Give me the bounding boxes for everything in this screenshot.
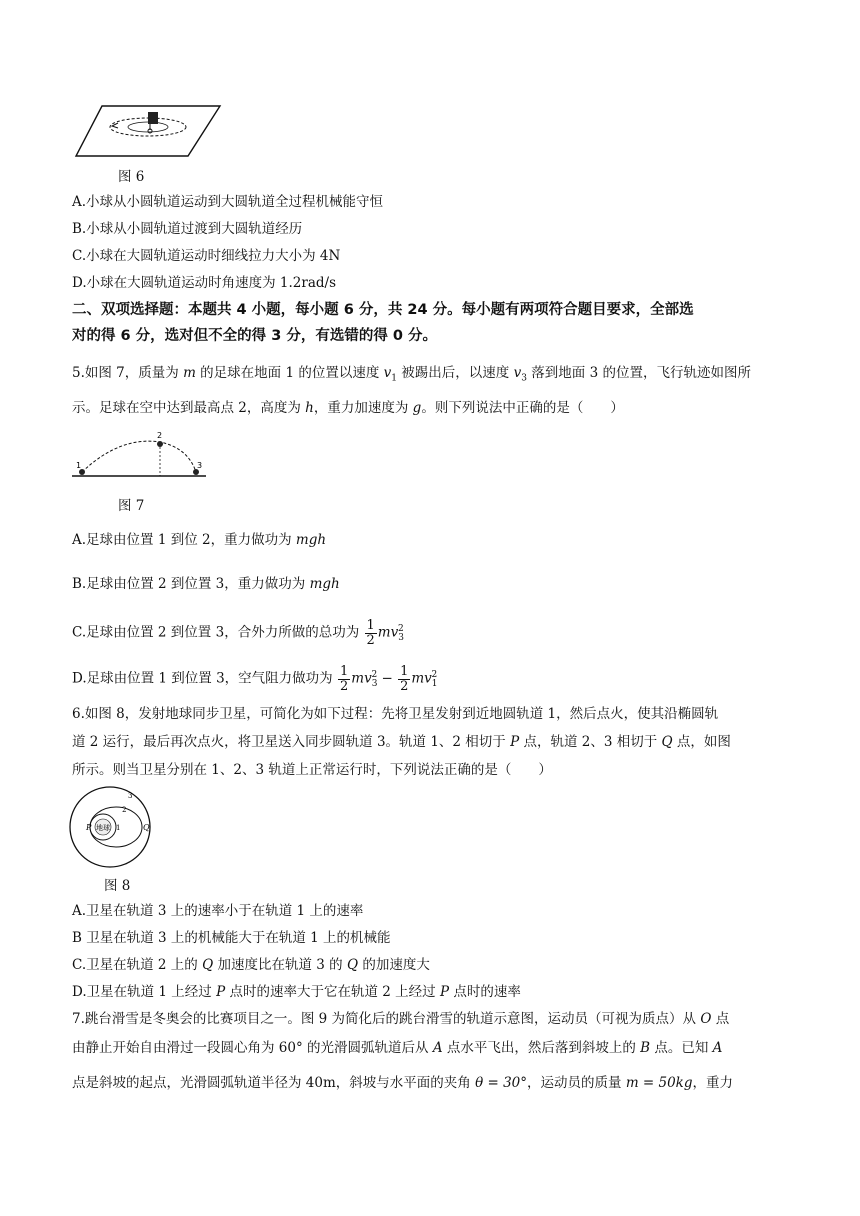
q5-stem-line1 xyxy=(72,364,751,388)
q5-var-mv: mv xyxy=(377,624,399,641)
q6-option-b: B 卫星在轨道 3 上的机械能大于在轨道 1 上的机械能 xyxy=(72,930,391,946)
q5-text: 落到地面 3 的位置，飞行轨迹如图所 xyxy=(526,365,751,381)
q6-text: 点时的速率 xyxy=(449,984,521,1000)
figure-8-caption: 图 8 xyxy=(104,878,131,894)
q5-var-g: g xyxy=(412,400,422,416)
fig7-label-2: 2 xyxy=(157,431,163,440)
fig8-label-p: P xyxy=(86,823,92,832)
q5-text: 被踢出后，以速度 xyxy=(397,365,514,381)
q7-stem-line3 xyxy=(72,1074,733,1092)
frac-den: 2 xyxy=(339,678,349,694)
q6-var-q: Q xyxy=(202,957,214,973)
figure-7-diagram xyxy=(70,428,210,484)
q5-sub: 1 xyxy=(391,373,398,384)
q5-text: 。则下列说法中正确的是（ ） xyxy=(421,400,624,416)
q6-option-d xyxy=(72,983,521,1001)
q4-option-a: A.小球从小圆轨道运动到大圆轨道全过程机械能守恒 xyxy=(72,194,384,210)
fig8-earth-label: 地球 xyxy=(96,824,110,832)
section-2-heading-line2: 对的得 6 分，选对但不全的得 3 分，有选错的得 0 分。 xyxy=(72,328,438,344)
q6-text: C.卫星在轨道 2 上的 xyxy=(72,957,203,973)
q5-option-b xyxy=(72,575,340,593)
q7-text: 点 xyxy=(711,1011,730,1027)
frac-den: 2 xyxy=(366,632,375,648)
q5-var-m: m xyxy=(183,365,196,381)
q5-sub: 3 xyxy=(398,633,404,644)
q5-sub: 3 xyxy=(371,679,378,690)
q5-sup: 2 xyxy=(431,670,438,680)
q6-stem-line3: 所示。则当卫星分别在 1、2、3 轨道上正常运行时，下列说法正确的是（ ） xyxy=(72,762,552,778)
q6-var-q: Q xyxy=(346,957,359,973)
q7-stem-line1 xyxy=(72,1010,729,1028)
q5-text: 的足球在地面 1 的位置以速度 xyxy=(195,365,384,381)
q6-var-p: P xyxy=(216,984,226,1000)
figure-6-diagram xyxy=(70,100,230,160)
fig7-label-3: 3 xyxy=(197,461,203,470)
q7-text: 7.跳台滑雪是冬奥会的比赛项目之一。图 9 为简化后的跳台滑雪的轨道示意图，运动员（可视为质点）从 xyxy=(72,1011,701,1027)
q5-text: 5.如图 7，质量为 xyxy=(72,365,184,381)
q4-option-b: B.小球从小圆轨道过渡到大圆轨道经历 xyxy=(72,221,303,237)
q6-text: 加速度比在轨道 3 的 xyxy=(213,957,347,973)
q5-option-c xyxy=(72,612,404,655)
q5-var-v: v xyxy=(513,365,522,381)
q5-sub: 1 xyxy=(431,679,438,690)
q6-stem-line2 xyxy=(72,733,731,751)
q7-text: 点。已知 xyxy=(650,1040,713,1056)
q5-option-a xyxy=(72,531,326,549)
q6-text: 点，如图 xyxy=(672,734,731,750)
q6-text: 道 2 运行，最后再次点火，将卫星送入同步圆轨道 3。轨道 1、2 相切于 xyxy=(72,734,511,750)
q7-text: 点是斜坡的起点，光滑圆弧轨道半径为 40m，斜坡与水平面的夹角 xyxy=(72,1075,476,1091)
q4-option-d: D.小球在大圆轨道运动时角速度为 1.2rad/s xyxy=(72,275,337,291)
q5-text: 示。足球在空中达到最高点 2，高度为 xyxy=(72,400,306,416)
q6-var-p: P xyxy=(510,734,520,750)
q7-var-a: A xyxy=(712,1040,723,1056)
frac-num: 1 xyxy=(366,617,375,633)
fig7-label-1: 1 xyxy=(76,461,82,470)
q7-text: ，运动员的质量 xyxy=(527,1075,626,1091)
q6-text: D.卫星在轨道 1 上经过 xyxy=(72,984,217,1000)
q5-var-mv: mv xyxy=(351,670,372,687)
q7-text: 点水平飞出，然后落到斜坡上的 xyxy=(442,1040,641,1056)
q5-option-text: A.足球由位置 1 到位 2，重力做功为 xyxy=(72,532,296,548)
figure-7-caption: 图 7 xyxy=(118,498,145,514)
q6-var-p: P xyxy=(439,984,450,1000)
q5-option-expr: mgh xyxy=(309,576,340,592)
q5-option-d xyxy=(72,658,437,701)
q6-text: 点，轨道 2、3 相切于 xyxy=(519,734,662,750)
q6-stem-line1: 6.如图 8，发射地球同步卫星，可简化为如下过程：先将卫星发射到近地圆轨道 1，然后点火，使其沿椭圆轨 xyxy=(72,706,719,722)
fig8-label-3: 3 xyxy=(128,792,133,800)
q4-option-c: C.小球在大圆轨道运动时细线拉力大小为 4N xyxy=(72,248,341,264)
figure-8-diagram xyxy=(66,784,154,870)
q6-var-q: Q xyxy=(661,734,673,750)
frac-num: 1 xyxy=(339,663,349,679)
q7-stem-line2 xyxy=(72,1039,722,1057)
q5-sup: 2 xyxy=(397,624,404,634)
fig8-label-1: 1 xyxy=(116,824,121,832)
q5-option-text: D.足球由位置 1 到位置 3，空气阻力做功为 xyxy=(72,670,333,687)
frac-den: 2 xyxy=(400,678,409,694)
q5-stem-line2 xyxy=(72,399,624,417)
q5-option-expr: mgh xyxy=(295,532,327,548)
q5-option-text: C.足球由位置 2 到位置 3，合外力所做的总功为 xyxy=(72,624,360,641)
q6-text: 点时的速率大于它在轨道 2 上经过 xyxy=(225,984,440,1000)
q7-var-b: B xyxy=(640,1040,651,1056)
q5-var-mv: mv xyxy=(411,670,432,687)
q5-option-text: B.足球由位置 2 到位置 3，重力做功为 xyxy=(72,576,310,592)
minus-sign: − xyxy=(381,670,393,687)
q6-option-a: A.卫星在轨道 3 上的速率小于在轨道 1 上的速率 xyxy=(72,903,364,919)
fig8-label-2: 2 xyxy=(122,806,127,814)
fraction-half xyxy=(398,665,410,694)
q5-var-v: v xyxy=(383,365,392,381)
q6-text: 的加速度大 xyxy=(358,957,430,973)
q5-sub: 3 xyxy=(521,373,527,384)
fig8-label-q: Q xyxy=(143,823,150,832)
section-2-heading-line1: 二、双项选择题：本题共 4 小题，每小题 6 分，共 24 分。每小题有两项符合题目要求，全部选 xyxy=(72,302,694,318)
figure-6-caption: 图 6 xyxy=(118,169,145,185)
q7-theta-expr: θ = 30° xyxy=(475,1075,528,1091)
q7-mass-expr: m = 50kg xyxy=(625,1075,693,1091)
frac-num: 1 xyxy=(400,663,409,679)
q5-text: ，重力加速度为 xyxy=(313,400,413,416)
q7-text: 由静止开始自由滑过一段圆心角为 60° 的光滑圆弧轨道后从 xyxy=(72,1040,433,1056)
fraction-half xyxy=(365,619,377,648)
fraction-half xyxy=(338,665,350,694)
q7-var-a: A xyxy=(432,1040,443,1056)
q5-sup: 2 xyxy=(371,670,378,680)
q5-var-h: h xyxy=(305,400,314,416)
q7-var-o: O xyxy=(700,1011,712,1027)
q6-option-c xyxy=(72,956,430,974)
q7-text: ，重力 xyxy=(692,1075,734,1091)
